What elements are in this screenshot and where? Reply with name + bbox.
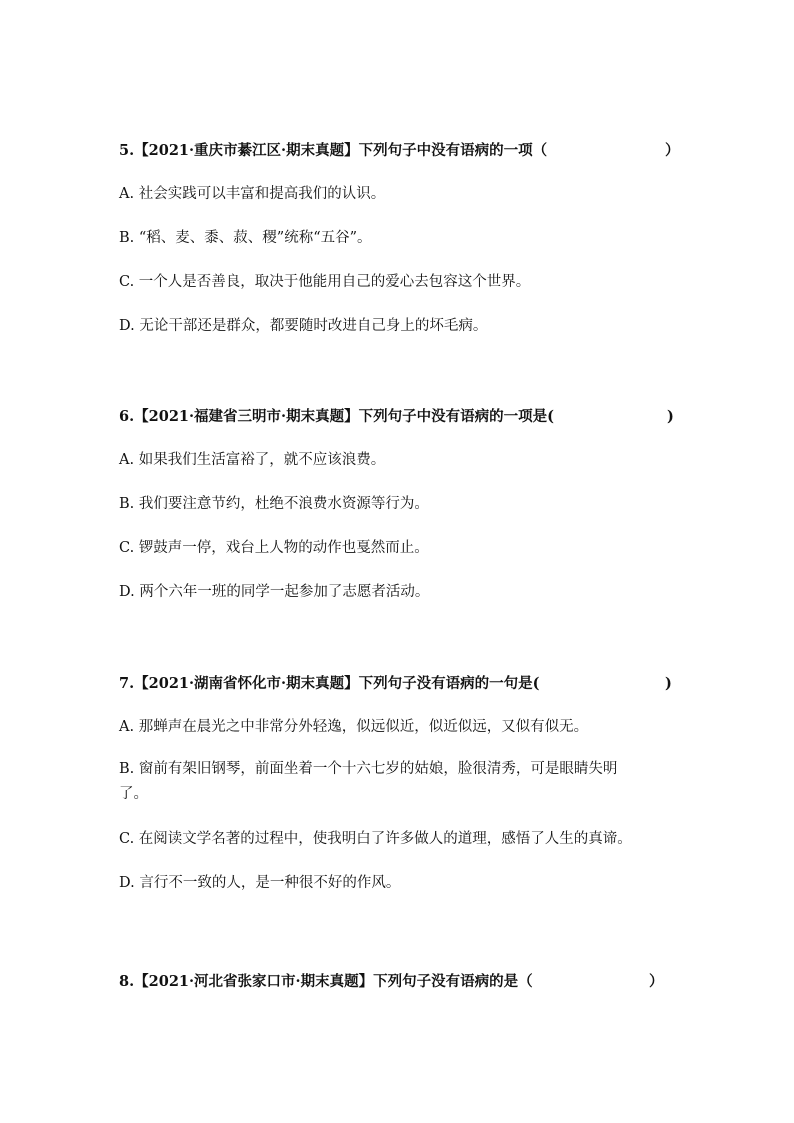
question-5 [119,141,699,336]
option-b-line-1: B. 窗前有架旧钢琴，前面坐着一个十六七岁的姑娘，脸很清秀，可是眼睛失明 [119,761,618,777]
question-6 [119,407,699,602]
option-a: A. 那蝉声在晨光之中非常分外轻逸，似远似近，似近似远，又似有似无。 [119,719,589,735]
option-d: D. 言行不一致的人，是一种很不好的作风。 [119,875,401,891]
option-d: D. 无论干部还是群众，都要随时改进自己身上的坏毛病。 [119,318,488,334]
answer-bracket-close: ） [649,973,664,990]
option-c: C. 锣鼓声一停，戏台上人物的动作也戛然而止。 [119,540,429,556]
stem-text: 8.【2021·河北省张家口市·期末真题】下列句子没有语病的是（ [119,973,533,990]
option-b-line-2: 了。 [119,786,148,802]
option-b: B. 我们要注意节约，杜绝不浪费水资源等行为。 [119,496,429,512]
stem-text: 5.【2021·重庆市綦江区·期末真题】下列句子中没有语病的一项（ [119,142,548,159]
answer-bracket-close: ) [667,408,674,425]
option-b: B. “稻、麦、黍、菽、稷”统称“五谷”。 [119,230,372,246]
question-stem [119,407,699,427]
stem-text: 7.【2021·湖南省怀化市·期末真题】下列句子没有语病的一句是( [119,675,540,692]
option-a: A. 社会实践可以丰富和提高我们的认识。 [119,186,386,202]
question-stem [119,674,699,694]
option-b [119,757,699,807]
answer-bracket-close: ) [665,675,672,692]
option-c: C. 在阅读文学名著的过程中，使我明白了许多做人的道理，感悟了人生的真谛。 [119,831,632,847]
option-a: A. 如果我们生活富裕了，就不应该浪费。 [119,452,386,468]
answer-bracket-close: ） [665,142,680,159]
option-d: D. 两个六年一班的同学一起参加了志愿者活动。 [119,584,430,600]
option-c: C. 一个人是否善良，取决于他能用自己的爱心去包容这个世界。 [119,274,531,290]
question-stem [119,972,699,992]
question-7 [119,674,699,893]
question-stem [119,141,699,161]
stem-text: 6.【2021·福建省三明市·期末真题】下列句子中没有语病的一项是( [119,408,554,425]
question-8 [119,972,699,992]
